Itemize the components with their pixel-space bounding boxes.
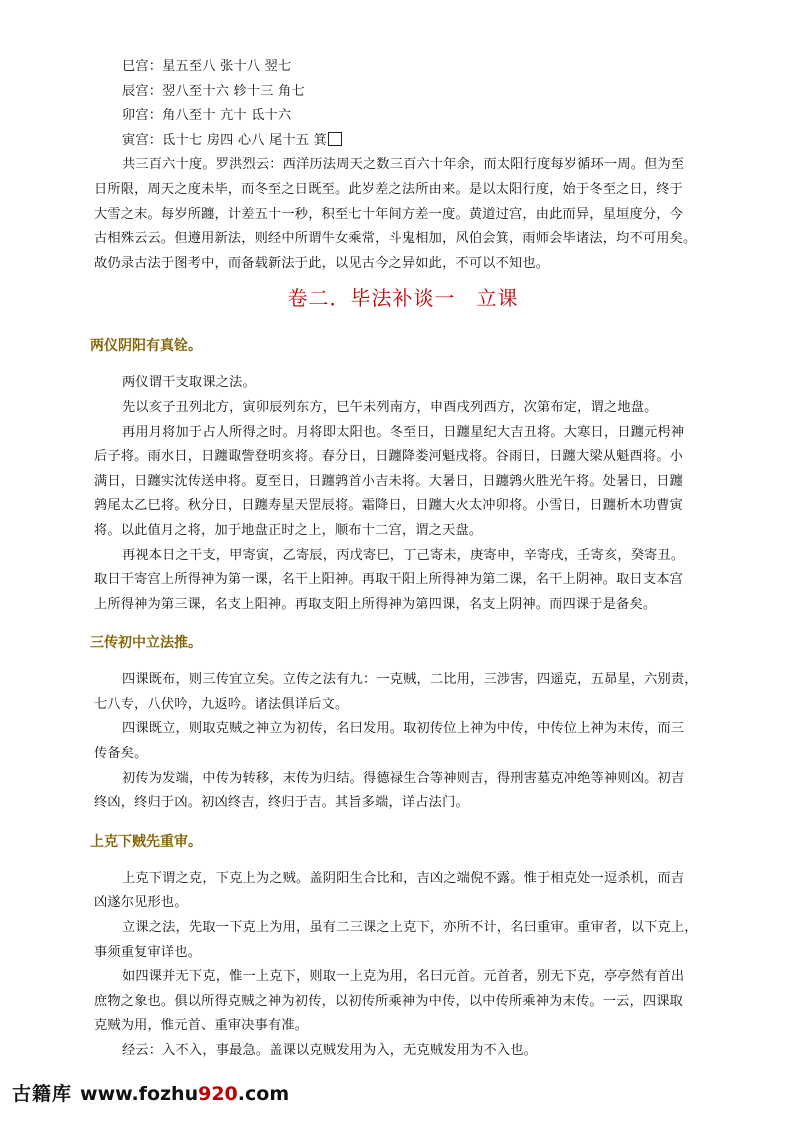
section-gap	[94, 816, 712, 830]
paragraph-line: 凶遂尔见形也。	[94, 895, 188, 911]
paragraph-line: 经云：入不入，事最急。盖课以克贼发用为入，无克贼发用为不入也。	[122, 1043, 538, 1058]
chapter-title: 卷二．毕法补谈一 立课	[287, 286, 519, 311]
paragraph-line: 将。以此值月之将，加于地盘正时之上，顺布十二宫，谓之天盘。	[94, 522, 483, 538]
paragraph-line: 庶物之象也。俱以所得克贼之神为初传，以初传所乘神为中传，以中传所乘神为末传。一云，四课取	[94, 993, 684, 1009]
site-url-suffix: .com	[237, 1083, 290, 1105]
paragraph-line: 满日，日躔实沈传送申将。夏至日，日躔鹑首小吉未将。大暑日，日躔鹑火胜光午将。处暑日，日躔	[94, 473, 684, 489]
paragraph-line: 再视本日之干支，甲寄寅，乙寄辰，丙戊寄巳，丁己寄未，庚寄申，辛寄戌，壬寄亥，癸寄丑。	[122, 547, 685, 563]
paragraph-line: 鹑尾太乙巳将。秋分日，日躔寿星天罡辰将。霜降日，日躔大火太冲卯将。小雪日，日躔析木功曹寅	[94, 498, 684, 514]
text-line	[94, 129, 712, 154]
paragraph-line: 古相殊云云。但遵用新法，则经中所谓牛女乘常，斗鬼相加，风伯会箕，雨师会毕诸法，均不可用矣。	[94, 231, 697, 247]
site-name: 古籍库	[12, 1083, 73, 1105]
paragraph-line: 四课既立，则取克贼之神立为初传，名曰发用。取初传位上神为中传，中传位上神为末传，而三	[122, 721, 685, 737]
paragraph-line: 七八专，八伏吟，九返吟。诸法俱详后文。	[94, 696, 349, 712]
text-line: 辰宫：翌八至十六 轸十三 角七	[122, 83, 305, 99]
section-heading: 三传初中立法推。	[90, 635, 202, 652]
paragraph-line: 事须重复审详也。	[94, 944, 202, 960]
site-watermark	[12, 1081, 289, 1107]
paragraph-line: 终凶，终归于凶。初凶终吉，终归于吉。其旨多端，详占法门。	[94, 795, 469, 811]
document-body	[90, 55, 712, 1064]
paragraph-line: 共三百六十度。罗洪烈云：西洋历法周天之数三百六十年余，而太阳行度每岁循环一周。但为至	[122, 157, 685, 173]
sections-container	[90, 334, 712, 1063]
paragraph-line: 两仪谓干支取课之法。	[122, 375, 256, 391]
section-gap	[94, 617, 712, 631]
section-heading: 上克下贼先重审。	[90, 833, 202, 850]
paragraph-line: 大雪之末。每岁所躔，计差五十一秒，积至七十年间方差一度。黄道过宫，由此而异，星垣度分，今	[94, 206, 684, 222]
paragraph-line: 日所限，周天之度未毕，而冬至之日既至。此岁差之法所由来。是以太阳行度，始于冬至之日，终于	[94, 181, 684, 197]
paragraph-line: 取日干寄宫上所得神为第一课，名干上阳神。再取干阳上所得神为第二课，名干上阴神。取日支本宫	[94, 572, 684, 588]
text-line-content: 寅宫：氐十七 房四 心八 尾十五 箕	[122, 132, 327, 148]
missing-glyph-box	[328, 132, 342, 146]
paragraph-line: 上克下谓之克，下克上为之贼。盖阴阳生合比和，吉凶之端倪不露。惟于相克处一逗杀机，而吉	[122, 870, 685, 886]
paragraph-line: 四课既布，则三传宜立矣。立传之法有九：一克贼，二比用，三涉害，四遥克，五昴星，六别责，	[122, 672, 698, 688]
text-line: 巳宫：星五至八 张十八 翌七	[122, 59, 292, 74]
paragraph-line: 先以亥子丑列北方，寅卯辰列东方，巳午未列南方，申酉戌列西方，次第布定，谓之地盘。	[122, 399, 658, 415]
paragraph-line: 传备矣。	[94, 746, 148, 762]
paragraph-line: 上所得神为第三课，名支上阳神。再取支阳上所得神为第四课，名支上阴神。而四课于是备矣。	[94, 596, 657, 612]
section-heading: 两仪阴阳有真铨。	[90, 338, 202, 355]
paragraph-line: 立课之法，先取一下克上为用，虽有二三课之上克下，亦所不计，名曰重审。重审者，以下克上，	[122, 920, 698, 936]
site-url-number: 920	[198, 1083, 238, 1105]
paragraph-line: 再用月将加于占人所得之时。月将即太阳也。冬至日，日躔星纪大吉丑将。大寒日，日躔元枵神	[122, 424, 685, 440]
paragraph-line: 初传为发端，中传为转移，末传为归结。得德禄生合等神则吉，得刑害墓克冲绝等神则凶。初吉	[122, 770, 685, 786]
text-line: 卯宫：角八至十 亢十 氐十六	[122, 108, 292, 124]
paragraph-line: 如四课并无下克，惟一上克下，则取一上克为用，名曰元首。元首者，别无下克，亭亭然有首出	[122, 969, 685, 985]
paragraph-line: 故仍录古法于图考中，而备载新法于此，以见古今之异如此，不可以不知也。	[94, 255, 550, 271]
paragraph-line: 克贼为用，惟元首、重审决事有准。	[94, 1018, 309, 1034]
paragraph-line: 后子将。雨水日，日躔诹訾登明亥将。春分日，日躔降娄河魁戌将。谷雨日，日躔大梁从魁酉将。小	[94, 449, 684, 465]
site-url-part: www.fozhu	[80, 1083, 199, 1105]
